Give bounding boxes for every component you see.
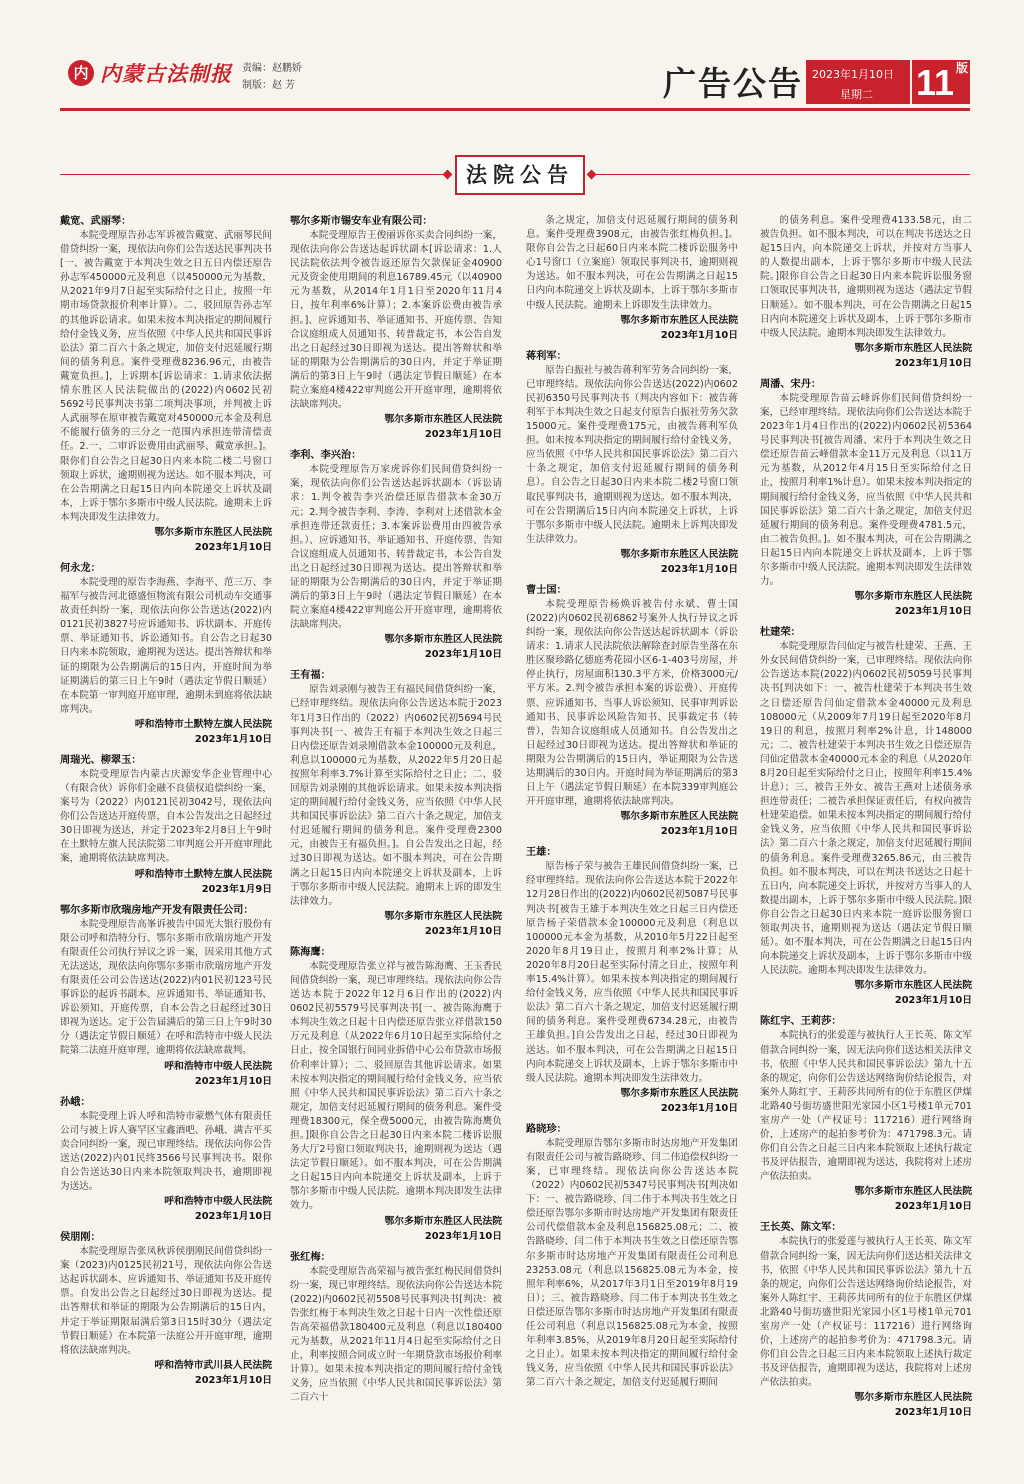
notice-recipient: 鄂尔多斯市欣瑞房地产开发有限责任公司： <box>60 904 254 916</box>
section-title: 广告公告 <box>663 64 803 103</box>
court-notice <box>60 1095 272 1225</box>
notice-court: 鄂尔多斯市东胜区人民法院 <box>384 910 502 922</box>
notice-body: 本院受理原告苗云峰诉你们民间借贷纠纷一案，已经审理终结。现依法向你们公告送达本院于2023年1月4日作出的(2022)内0602民初5364号民事判决书[被告周潘、宋丹于本判决生效之日偿还原告苗云峰借款本金11万元及利息（以11万元为基数，从2012年4月15日至实际给付之日止，按照月利率1%计息）。如果未按本判决指定的期间履行给付金钱义务，应当依照《中华人民共和国民事诉讼法》第二百六十条之规定，加倍支付迟延履行期间的债务利息。案件受理费4781.5元，由二被告负担。]。如不服本判决，可在公告期满之日起15日内向本院递交上诉状及副本，上诉于鄂尔多斯市中级人民法院。逾期本判决即发生法律效力。 <box>760 392 972 588</box>
notice-body: 本院受理原告鄂尔多斯市时达房地产开发集团有限责任公司与被告路晓珍、闫二伟追偿权纠纷一案，已审理终结。现依法向你公告送达本院（2022）内0602民初5347号民事判决书[判决如下：一、被告路晓珍、闫二伟于本判决书生效之日偿还原告鄂尔多斯市时达房地产开发集团有限责任公司代偿借款本金及利息156825.08元；二、被告路晓珍、闫二伟于本判决书生效之日偿还原告鄂尔多斯市时达房地产开发集团有限责任公司利息23253.08元（利息以156825.08元为本金，按照年利率6%，从2017年3月1日至2019年8月19日）；三、被告路晓珍、闫二伟于本判决书生效之日偿还原告鄂尔多斯市时达房地产开发集团有限责任公司利息（利息以156825.08元为本金，按照年利率3.85%，从2019年8月20日起至实际给付之日止）。如果未按本判决指定的期间履行给付金钱义务，应当依照《中华人民共和国民事诉讼法》第二百六十条之规定，加倍支付迟延履行期间 <box>526 1137 738 1389</box>
notice-column-4 <box>760 214 972 1426</box>
header-divider <box>60 108 970 111</box>
notice-body: 本院执行的张爱莲与被执行人王长英、陈文军借款合同纠纷一案，因无法向你们送达相关法律文书，依照《中华人民共和国民事诉讼法》第九十五条的规定，向你们公告送达网络询价结论报告，对案外人陈红宇、王莉莎共同所有的位于东胜区伊煤北路40号街坊盛世阳光家园小区1号楼1单元701室房产一处（产权证号：117216）进行网络询价，上述房产的起拍参考价为：471798.3元。请你们自公告之日起三日内来本院领取上述执行裁定书及评估报告，逾期即视为送达，我院将对上述房产依法拍卖。 <box>760 1236 972 1389</box>
notice-body: 原告刘录刚与被告王有福民间借贷纠纷一案，已经审理终结。现依法向你公告送达本院于2023年1月3日作出的（2022）内0602民初5694号民事判决书[一、被告王有福于本判决生效之日起三日内偿还原告刘录刚借款本金100000元及利息，利息以100000元为基数，从2022年5月20日起按照年利率3.7%计算至实际给付之日止；二、驳回原告刘录刚的其他诉讼请求。如果未按本判决指定的期间履行给付金钱义务，应当依照《中华人民共和国民事诉讼法》第二百六十条之规定，加倍支付迟延履行期间的债务利息。案件受理费2300元，由被告王有福负担。]。自公告发出之日起，经过30日即视为送达。如不服本判决，可在公告期满之日起15日内向本院递交上诉状及副本，上诉于鄂尔多斯市中级人民法院。逾期未上诉的即发生法律效力。 <box>290 684 502 907</box>
notice-body: 本院受理原告张立祥与被告陈海鹰、王玉香民间借贷纠纷一案，现已审理终结。现依法向你公告送达本院于2022年12月6日作出的(2022)内0602民初5579号民事判决书[一、被告陈海鹰于本判决生效之日起十日内偿还原告张立祥借款150万元及利息（从2022年6月10日起至实际给付之日止，按全国银行间同业拆借中心公布贷款市场报价利率计算）；二、驳回原告其他诉讼请求。如果未按本判决指定的期间履行给付金钱义务，应当依照《中华人民共和国民事诉讼法》第二百六十条之规定，加倍支付迟延履行期间的债务利息。案件受理费18300元，保全费5000元，由被告陈海鹰负担。]限你自公告之日起30日内来本院二楼诉讼服务大厅2号窗口领取判决书，逾期则视为送达（遇法定节假日顺延）。如不服本判决，可在公告期满之日起15日内向本院递交上诉状及副本，上诉于鄂尔多斯市中级人民法院。逾期本判决即发生法律效力。 <box>290 960 502 1212</box>
notice-court: 鄂尔多斯市东胜区人民法院 <box>384 634 502 646</box>
court-notice <box>60 214 272 555</box>
notice-date: 2023年1月10日 <box>894 357 972 369</box>
newspaper-name: 内蒙古法制报 <box>100 61 232 86</box>
banner-title: 法院公告 <box>466 162 574 187</box>
notice-body: 本院受理原告闫仙定与被告杜建荣、王燕、王外女民间借贷纠纷一案，已审理终结。现依法向你公告送达本院(2022)内0602民初5059号民事判决书[判决如下：一、被告杜建荣于本判决书生效之日偿还原告闫仙定借款本金40000元及利息108000元（从2009年7月19日起至2020年8月19日的利息，按照月利率2%计息，计148000元；二、被告杜建荣于本判决书生效之日偿还原告闫仙定借款本金40000元本金的利息（从2020年8月20日起至实际给付之日止，按照年利率15.4%计息）；三、被告王外女、被告王燕对上述债务承担连带责任；二被告承担保证责任后，有权向被告杜建荣追偿。如果未按本判决指定的期间履行给付金钱义务，应当依照《中华人民共和国民事诉讼法》第二百六十条之规定，加倍支付迟延履行期间的债务利息。案件受理费3265.86元，由三被告负担。如不服本判决，可以在判决书送达之日起十五日内，向本院递交上诉状，并按对方当事人的人数提出副本，上诉于鄂尔多斯市中级人民法院。]限你自公告之日起30日内来本院一庭诉讼服务窗口领取判决书，逾期则视为送达（遇法定节假日顺延）。如不服本判决，可在公告期满之日起15日内向本院递交上诉状及副本，上诉于鄂尔多斯市中级人民法院。逾期本判决即发生法律效力。 <box>760 641 972 977</box>
notice-date: 2023年1月10日 <box>894 1407 972 1419</box>
section-banner <box>455 155 585 195</box>
notice-recipient: 王雄： <box>526 847 557 859</box>
editor-credits <box>242 60 302 94</box>
court-notice <box>760 1220 972 1420</box>
notice-body: 条之规定，加倍支付迟延履行期间的债务利息。案件受理费3908元，由被告张红梅负担。]。限你自公告之日起60日内来本院二楼诉讼服务中心1号窗口（立案庭）领取民事判决书，逾期则视为送达。如不服本判决，可在公告期满之日起15日内向本院递交上诉状及副本，上诉于鄂尔多斯市中级人民法院。逾期未上诉即发生法律效力。 <box>526 215 738 311</box>
notice-recipient: 李利、李兴治： <box>290 450 362 462</box>
notice-body: 原告白振社与被告蒋利军劳务合同纠纷一案，已审理终结。现依法向你公告送达(2022)内0602民初6350号民事判决书（判决内容如下：被告蒋利军于本判决生效之日起支付原告白振社劳务欠款15000元。案件受理费175元，由被告蒋利军负担。如未按本判决指定的期间履行给付金钱义务，应当依照《中华人民共和国民事诉讼法》第二百六十条之规定，加倍支付迟延履行期间的债务利息）。自公告之日起30日内来本院二楼2号窗口领取民事判决书，逾期则视为送达。如不服本判决，可在公告期满后15日内向本院递交上诉状，上诉于鄂尔多斯市中级人民法院。逾期未上诉判决即发生法律效力。 <box>526 364 738 545</box>
notice-recipient: 陈红宇、王莉莎： <box>760 1016 842 1028</box>
notice-court: 呼和浩特市土默特左旗人民法院 <box>134 718 272 730</box>
notice-date: 2023年1月10日 <box>424 429 502 441</box>
notice-court: 鄂尔多斯市东胜区人民法院 <box>154 526 272 538</box>
notice-body: 本院受理的原告李海燕、李海平、范三万、李福军与被告河北德盛恒物流有限公司机动车交通事故责任纠纷一案，现依法向你公告送达(2022)内0121民初3827号应诉通知书、诉状副本、开庭传票、举证通知书、诉讼通知书。自公告之日起30日内来本院领取，逾期视为送达。提出答辩状和举证的期限为公告期满后的15日内，开庭时间为举证期满后的第三日上午9时（遇法定节假日顺延）在本院第一审判庭开庭审理，逾期未到庭将依法缺席判决。 <box>60 576 272 715</box>
production-line: 制版：赵 芳 <box>242 80 296 91</box>
notice-recipient: 侯朋刚： <box>60 1232 101 1244</box>
notice-date: 2023年1月10日 <box>894 1201 972 1213</box>
notice-date: 2023年1月10日 <box>660 563 738 575</box>
court-notice <box>760 377 972 619</box>
notice-date: 2023年1月10日 <box>194 1374 272 1386</box>
court-notice <box>290 668 502 939</box>
notice-body: 本院受理原告内蒙古庆源安华企业管理中心（有限合伙）诉你们金融不良债权追偿纠纷一案，案号为（2022）内0121民初3042号，现依法向你们公告送达开庭传票，自本公告发出之日起经过30日即视为送达，并定于2023年2月8日上午9时在土默特左旗人民法院第二审判庭公开开庭审理此案，逾期将依法缺席判决。 <box>60 768 272 865</box>
notice-recipient: 陈海鹰： <box>290 946 331 958</box>
notice-body: 本院受理原告高荣福与被告张红梅民间借贷纠纷一案，现已审理终结。现依法向你公告送达本院(2022)内0602民初5508号民事判决书[判决：被告张红梅于本判决生效之日起十日内一次性偿还原告高荣福借款180400元及利息（利息以180400元为基数，从2021年11月4日起至实际给付之日止，利率按照合同成立时一年期贷款市场报价利率计算）。如果未按本判决指定的期间履行给付金钱义务，应当依照《中华人民共和国民事诉讼法》第二百六十 <box>290 1265 502 1404</box>
notice-recipient: 杜建荣： <box>760 627 801 639</box>
notice-court: 鄂尔多斯市东胜区人民法院 <box>854 591 972 603</box>
court-notice <box>60 1230 272 1388</box>
notice-date: 2023年1月10日 <box>894 606 972 618</box>
issue-date-box <box>806 60 910 104</box>
page-number: 11 <box>916 62 955 103</box>
notice-court: 呼和浩特市土默特左旗人民法院 <box>134 868 272 880</box>
notice-body: 本院受理原告孙志军诉被告戴宽、武丽琴民间借贷纠纷一案，现依法向你们公告送达民事判决书[一、被告戴宽于本判决生效之日五日内偿还原告孙志军450000元及利息（以450000元为基数，从2021年9月7日起至实际给付之日止，按照一年期市场贷款报价利率计算）。二、驳回原告孙志军的其他诉讼请求。如果未按本判决指定的期间履行给付金钱义务，应当依照《中华人民共和国民事诉讼法》第二百六十条之规定，加倍支付迟延履行期间的债务利息。案件受理费8236.96元，由被告戴宽负担。]，上诉期本[诉讼请求：1.请求依法据情东胜区人民法院做出的(2022)内0602民初5692号民事判决书第二项判决事项，并判被上诉人武丽琴在原审被告戴宽对450000元本金及利息不能履行债务的三分之一范围内承担连带清偿责任。2.一、二审诉讼费用由武丽琴、戴宽承担。]。限你们自公告之日起30日内来本院二楼二号窗口领取上诉状，逾期则视为送达。如不服本判决，可在公告期满之日起15日内向本院递交上诉状及副本，上诉于鄂尔多斯市中级人民法院。逾期未上诉本判决即发生法律效力。 <box>60 230 272 523</box>
notice-court: 鄂尔多斯市东胜区人民法院 <box>384 1215 502 1227</box>
notice-body: 本院受理原告杨焕诉被告付永斌、曹士国(2022)内0602民初6862号案外人执行异议之诉纠纷一案，现依法向你公告送达起诉状副本（诉讼请求：1.请求人民法院依法解除查封原告坐落在东胜区聚珍路亿德庭秀花园小区6-1-403号房屋，并停止执行，房屋面积130.3平方米，价格3000元/平方米。2.判令被告承担本案的诉讼费）、开庭传票、应诉通知书、当事人诉讼须知、民事审判诉讼通知书、民事诉讼风险告知书、民事裁定书（转普），告知合议庭组成人员通知书。自公告发出之日起经过30日即视为送达。提出答辩状和举证的期限为公告期满后的15日内，举证期限为公告送达期满后的30日内。开庭时间为举证期满后的第3日上午（遇法定节假日顺延）在本院339审判庭公开开庭审理，逾期将依法缺席判决。 <box>526 598 738 808</box>
page-number-box <box>912 60 970 104</box>
notice-recipient: 孙峨： <box>60 1096 91 1108</box>
court-notice <box>60 753 272 897</box>
notice-court: 呼和浩特市中级人民法院 <box>164 1196 272 1208</box>
notice-recipient: 王有福： <box>290 670 331 682</box>
notice-recipient: 何永龙： <box>60 562 101 574</box>
notice-body: 的债务利息。案件受理费4133.58元，由二被告负担。如不服本判决，可以在判决书送达之日起15日内，向本院递交上诉状，并按对方当事人的人数提出副本，上诉于鄂尔多斯市中级人民法院。]限你自公告之日起30日内来本院诉讼服务窗口领取民事判决书，逾期则视为送达（遇法定节假日顺延）。如不服本判决，可在公告期满之日起15日内向本院递交上诉状及副本，上诉于鄂尔多斯市中级人民法院。逾期本判决即发生法律效力。 <box>760 215 972 339</box>
notice-court: 鄂尔多斯市东胜区人民法院 <box>620 314 738 326</box>
court-notice <box>526 583 738 839</box>
court-notice <box>760 214 972 371</box>
notice-date: 2023年1月9日 <box>201 883 272 895</box>
notice-recipient: 戴宽、武丽琴： <box>60 216 132 227</box>
notice-date: 2023年1月10日 <box>424 1230 502 1242</box>
notice-date: 2023年1月10日 <box>894 995 972 1007</box>
notice-court: 鄂尔多斯市东胜区人民法院 <box>854 1392 972 1404</box>
notice-court: 呼和浩特市中级人民法院 <box>164 1060 272 1072</box>
issue-weekday: 星期二 <box>840 88 873 101</box>
notice-court: 鄂尔多斯市东胜区人民法院 <box>854 980 972 992</box>
notice-date: 2023年1月10日 <box>194 733 272 745</box>
court-notice <box>290 214 502 442</box>
notice-date: 2023年1月10日 <box>194 1211 272 1223</box>
notice-date: 2023年1月10日 <box>194 1075 272 1087</box>
court-notice <box>526 349 738 577</box>
notice-column-1 <box>60 214 272 1394</box>
editor-line: 责编：赵鹏娇 <box>242 63 302 74</box>
notice-court: 鄂尔多斯市东胜区人民法院 <box>620 548 738 560</box>
notice-recipient: 鄂尔多斯市锡安车业有限公司： <box>290 216 433 227</box>
court-notice <box>526 1122 738 1391</box>
notice-recipient: 周潘、宋丹： <box>760 378 822 390</box>
notice-body: 本院受理原告王俊丽诉你买卖合同纠纷一案，现依法向你公告送达起诉状副本[诉讼请求：1.人民法院依法判令被告返还原告欠款保证金40900元及资金使用期间的利息16789.45元（以40900元为基数，从2014年1月1日至2020年11月4日，按年利率6%计算）；2.本案诉讼费由被告承担。]、应诉通知书、举证通知书、开庭传票、告知合议庭组成人员通知书、转普裁定书，本公告自发出之日起经过30日即视为送达。提出答辩状和举证的期限为公告期满后的30日内，并定于举证期满后的第3日上午9时（遇法定节假日顺延）在本院立案庭4楼422审判庭公开开庭审理，逾期将依法缺席判决。 <box>290 230 502 411</box>
page-header <box>0 0 1024 110</box>
notice-date: 2023年1月10日 <box>660 826 738 838</box>
court-notice <box>290 1250 502 1406</box>
court-notice <box>290 945 502 1244</box>
notice-date: 2023年1月10日 <box>424 925 502 937</box>
page-unit: 版 <box>956 61 969 75</box>
court-notice <box>526 845 738 1116</box>
notice-court: 鄂尔多斯市东胜区人民法院 <box>620 1087 738 1099</box>
notice-date: 2023年1月10日 <box>194 541 272 553</box>
notice-court: 鄂尔多斯市东胜区人民法院 <box>854 1186 972 1198</box>
notice-column-2 <box>290 214 502 1411</box>
notice-recipient: 周瑞光、柳翠玉： <box>60 754 142 766</box>
notice-body: 本院受理原告万家虎诉你们民间借贷纠纷一案，现依法向你们公告送达起诉状副本（诉讼请求：1.判令被告李兴治偿还原告借款本金30万元；2.判令被告李利、李涛、李利对上述借款本金承担连带还款责任；3.本案诉讼费用由四被告承担。）、应诉通知书、举证通知书、开庭传票、告知合议庭组成人员通知书、转普裁定书，本公告自发出之日起经过30日即视为送达。提出答辩状和举证的期限为公告期满后的30日内，并定于举证期满后的第3日上午9时（遇法定节假日顺延）在本院立案庭4楼422审判庭公开开庭审理，逾期将依法缺席判决。 <box>290 464 502 631</box>
notice-recipient: 曹士国： <box>526 584 567 596</box>
logo-emblem-icon: 内 <box>68 60 94 86</box>
banner-rule-left <box>60 174 448 175</box>
notice-date: 2023年1月10日 <box>660 1102 738 1114</box>
notice-recipient: 蒋利军： <box>526 350 567 362</box>
notice-body: 本院受理原告高峯诉被告中国光大银行股份有限公司呼和浩特分行、鄂尔多斯市欣瑞房地产开发有限责任公司执行异议之诉一案，因采用其他方式无法送达，现依法向你鄂尔多斯市欣瑞房地产开发有限责任公司公告送达(2022)内01民初123号民事诉讼的起诉书副本、应诉通知书、举证通知书、诉讼须知、开庭传票，自本公告之日起经过30日即视为送达。定于公告届满后的第三日上午9时30分（遇法定节假日顺延）在呼和浩特市中级人民法院第二法庭开庭审理，逾期将依法缺席裁判。 <box>60 918 272 1057</box>
notice-recipient: 张红梅： <box>290 1251 331 1263</box>
court-notice <box>760 1014 972 1214</box>
notice-court: 呼和浩特市武川县人民法院 <box>154 1359 272 1371</box>
notice-date: 2023年1月10日 <box>424 649 502 661</box>
notice-court: 鄂尔多斯市东胜区人民法院 <box>620 811 738 823</box>
court-notice <box>290 448 502 662</box>
notice-recipient: 路晓珍： <box>526 1123 567 1135</box>
banner-rule-right <box>592 174 970 175</box>
notice-recipient: 王长英、陈文军： <box>760 1222 842 1234</box>
notice-body: 本院受理上诉人呼和浩特市蒙燃气体有限责任公司与被上诉人赛罕区宝鑫酒吧、孙峨、满吉平买卖合同纠纷一案，现已审理终结。现依法向你公告送达(2022)内01民终3566号民事判决书。限你自公告送达30日内来本院领取判决书，逾期即视为送达。 <box>60 1110 272 1192</box>
court-notice <box>760 625 972 1008</box>
court-notice <box>60 903 272 1089</box>
court-notice <box>60 561 272 747</box>
notice-date: 2023年1月10日 <box>660 329 738 341</box>
notice-court: 鄂尔多斯市东胜区人民法院 <box>854 342 972 354</box>
notice-body: 本院受理原告张凤秋诉侯朋刚民间借贷纠纷一案（2023)内0125民初21号，现依法向你公告送达起诉状副本、应诉通知书、举证通知书及开庭传票。自发出公告之日起经过30日即视为送达。提出答辩状和举证的期限为公告期满后的15日内，并定于举证期限届满后第3日15时30分（遇法定节假日顺延）在本院第一法庭公开开庭审理，逾期将依法缺席判决。 <box>60 1246 272 1356</box>
newspaper-logo <box>68 58 232 88</box>
notice-column-3 <box>526 214 738 1396</box>
notice-body: 本院执行的张爱莲与被执行人王长英、陈文军借款合同纠纷一案，因无法向你们送达相关法律文书，依照《中华人民共和国民事诉讼法》第九十五条的规定，向你们公告送达网络询价结论报告，对案外人陈红宇、王莉莎共同所有的位于东胜区伊煤北路40号街坊盛世阳光家园小区1号楼1单元701室房产一处（产权证号：117216）进行网络询价，上述房产的起拍参考价为：471798.3元。请你们自公告之日起三日内来本院领取上述执行裁定书及评估报告，逾期即视为送达，我院将对上述房产依法拍卖。 <box>760 1030 972 1183</box>
issue-date: 2023年1月10日 <box>812 68 894 81</box>
banner-diamond-left-icon <box>443 170 453 180</box>
court-notice <box>526 214 738 343</box>
notice-court: 鄂尔多斯市东胜区人民法院 <box>384 414 502 426</box>
notice-body: 原告杨子荣与被告王雄民间借贷纠纷一案，已经审理终结。现依法向你公告送达本院于2022年12月28日作出的(2022)内0602民初5087号民事判决书[被告王雄于本判决生效之日起三日内偿还原告杨子荣借款本金100000元及利息（利息以100000元本金为基数，从2010年5月22日起至2020年8月19日止，按照月利率2%计算；从2020年8月20日起至实际付清之日止，按照年利率15.4%计算）。如果未按本判决指定的期间履行给付金钱义务，应当依照《中华人民共和国民事诉讼法》第二百六十条之规定，加倍支付迟延履行期间的债务利息。案件受理费6734.28元，由被告王雄负担。]自公告发出之日起，经过30日即视为送达。如不服本判决，可在公告期满之日起15日内向本院递交上诉状及副本，上诉于鄂尔多斯市中级人民法院。逾期本判决即发生法律效力。 <box>526 861 738 1084</box>
